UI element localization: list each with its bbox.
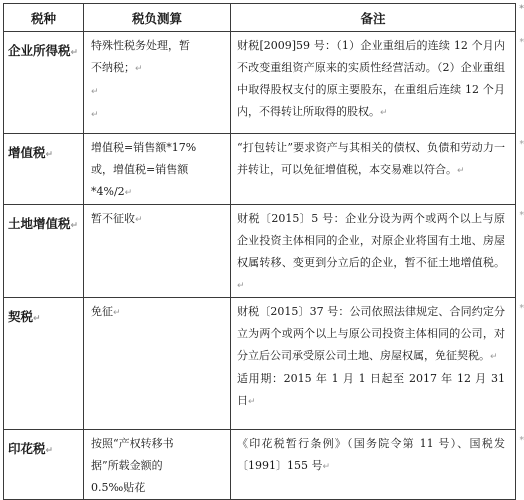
tax-name: 印花税 bbox=[8, 441, 46, 456]
remark-cell bbox=[231, 430, 516, 500]
burden-line: 增值税=销售额*17% bbox=[91, 141, 196, 154]
header-remarks bbox=[231, 4, 516, 32]
paragraph-mark: ↵ bbox=[490, 352, 498, 362]
tax-name-cell bbox=[4, 134, 84, 205]
burden-line: 按照“产权转移书 bbox=[91, 437, 174, 450]
paragraph-mark: ↵ bbox=[71, 221, 79, 231]
table-row bbox=[4, 205, 516, 298]
tax-name: 土地增值税 bbox=[8, 216, 71, 231]
burden-line: 特殊性税务处理，暂 bbox=[91, 39, 190, 52]
remark-cell bbox=[231, 134, 516, 205]
tax-name: 增值税 bbox=[8, 145, 46, 160]
tax-name-cell bbox=[4, 32, 84, 134]
paragraph-mark: ↵ bbox=[33, 314, 41, 324]
paragraph-mark: ↵ bbox=[113, 308, 121, 318]
remark-cell bbox=[231, 32, 516, 134]
paragraph-mark: ↵ bbox=[125, 188, 133, 198]
tax-name: 企业所得税 bbox=[8, 43, 71, 58]
remark-applicable-period: 适用期：2015 年 1 月 1 日起至 2017 年 12 月 31 日 bbox=[237, 372, 505, 407]
tax-name: 契税 bbox=[8, 309, 33, 324]
tax-burden-cell bbox=[84, 134, 231, 205]
burden-line: 免征 bbox=[91, 305, 113, 318]
burden-line: 0.5‰贴花 bbox=[91, 481, 145, 494]
table-row bbox=[4, 134, 516, 205]
remark-cell bbox=[231, 298, 516, 430]
remark-text: “打包转让”要求资产与其相关的债权、负债和劳动力一并转让，可以免征增值税，本交易难以符合。 bbox=[237, 141, 505, 176]
tax-burden-cell bbox=[84, 430, 231, 500]
paragraph-mark: ↵ bbox=[248, 397, 256, 407]
paragraph-mark: ↵ bbox=[71, 48, 79, 58]
paragraph-mark: ↵ bbox=[380, 108, 388, 118]
paragraph-mark: ↵ bbox=[237, 281, 245, 291]
paragraph-mark: ↵ bbox=[323, 462, 331, 472]
paragraph-mark: ↵ bbox=[457, 166, 465, 176]
cell-end-mark: * bbox=[520, 298, 524, 320]
cell-end-mark: * bbox=[520, 134, 524, 156]
burden-line: 或，增值税=销售额 bbox=[91, 163, 188, 176]
paragraph-mark: ↵ bbox=[135, 64, 143, 74]
header-tax-type: 税种 bbox=[4, 4, 84, 32]
remark-cell bbox=[231, 205, 516, 298]
remark-text: 财税[2009]59 号：（1）企业重组后的连续 12 个月内不改变重组资产原来的实质性经营活动。（2）企业重组中取得股权支付的原主要股东，在重组后连续 12 个月内，不得转让所取得的股权。 bbox=[237, 39, 505, 118]
header-row bbox=[4, 4, 516, 32]
table-row bbox=[4, 32, 516, 134]
table-row bbox=[4, 430, 516, 500]
paragraph-mark: ↵ bbox=[135, 215, 143, 225]
remark-text: 《印花税暂行条例》（国务院令第 11 号）、国税发〔1991〕155 号 bbox=[237, 437, 505, 472]
tax-name-cell bbox=[4, 298, 84, 430]
tax-burden-cell bbox=[84, 32, 231, 134]
paragraph-mark: ↵ bbox=[91, 110, 99, 120]
burden-line: 据”所载金额的 bbox=[91, 459, 163, 472]
header-tax-burden: 税负测算 bbox=[84, 4, 231, 32]
remark-text: 财税〔2015〕5 号：企业分设为两个或两个以上与原企业投资主体相同的企业，对原企业将国有土地、房屋权属转移、变更到分立后的企业，暂不征土地增值税。 bbox=[237, 212, 505, 269]
tax-burden-cell bbox=[84, 298, 231, 430]
paragraph-mark: ↵ bbox=[91, 87, 99, 97]
cell-end-mark: * bbox=[520, 430, 524, 452]
remark-text: 财税〔2015〕37 号：公司依照法律规定、合同约定分立为两个或两个以上与原公司投资主体相同的公司，对分立后公司承受原公司土地、房屋权属，免征契税。 bbox=[237, 305, 505, 362]
cell-end-mark: * bbox=[519, 4, 524, 14]
burden-line: 不纳税； bbox=[91, 61, 135, 74]
paragraph-mark: ↵ bbox=[46, 150, 54, 160]
tax-table bbox=[3, 3, 516, 500]
table-row bbox=[4, 298, 516, 430]
tax-name-cell bbox=[4, 205, 84, 298]
cell-end-mark: * bbox=[520, 32, 524, 54]
paragraph-mark: ↵ bbox=[46, 446, 54, 456]
tax-burden-cell bbox=[84, 205, 231, 298]
header-remarks-label: 备注 bbox=[360, 11, 385, 26]
burden-line: *4%/2 bbox=[91, 185, 125, 198]
cell-end-mark: * bbox=[520, 205, 524, 227]
burden-line: 暂不征收 bbox=[91, 212, 135, 225]
tax-name-cell bbox=[4, 430, 84, 500]
